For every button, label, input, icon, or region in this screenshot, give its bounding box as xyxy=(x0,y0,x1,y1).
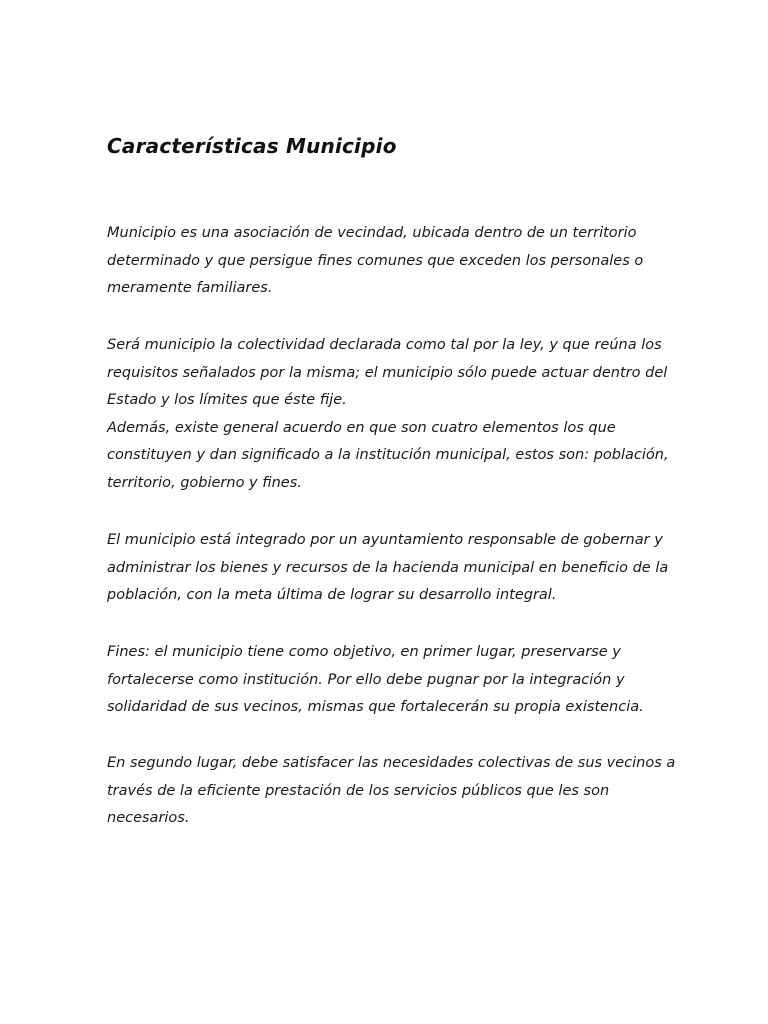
text-line: Además, existe general acuerdo en que son cuatro elementos los que xyxy=(107,419,616,436)
text-line: necesarios. xyxy=(107,810,190,826)
text-line: territorio, gobierno y fines. xyxy=(107,474,302,491)
paragraph-fines xyxy=(107,639,667,722)
paragraph-elements xyxy=(107,332,667,497)
text-line: Será municipio la colectividad declarada como tal por la ley, y que reúna los xyxy=(107,337,662,353)
text-line: El municipio está integrado por un ayuntamiento responsable de gobernar y xyxy=(107,532,663,548)
paragraph-ayuntamiento xyxy=(107,527,667,610)
text-line: determinado y que persigue fines comunes que exceden los personales o xyxy=(107,252,644,269)
text-line: Fines: el municipio tiene como objetivo, en primer lugar, preservarse y xyxy=(107,644,621,660)
text-line: población, con la meta última de lograr su desarrollo integral. xyxy=(107,587,557,603)
text-line: través de la eficiente prestación de los servicios públicos que les son xyxy=(107,782,610,799)
text-line: Municipio es una asociación de vecindad, ubicada dentro de un territorio xyxy=(107,225,637,241)
document-title: Características Municipio xyxy=(107,134,397,158)
text-line: administrar los bienes y recursos de la hacienda municipal en beneficio de la xyxy=(107,559,669,576)
paragraph-servicios xyxy=(107,750,676,833)
text-line: requisitos señalados por la misma; el municipio sólo puede actuar dentro del xyxy=(107,364,668,381)
text-line: solidaridad de sus vecinos, mismas que fortalecerán su propia existencia. xyxy=(107,699,644,715)
text-line: fortalecerse como institución. Por ello debe pugnar por la integración y xyxy=(107,671,625,688)
text-line: constituyen y dan significado a la institución municipal, estos son: población, xyxy=(107,447,669,463)
text-line: En segundo lugar, debe satisfacer las necesidades colectivas de sus vecinos a xyxy=(107,755,676,771)
paragraph-definition xyxy=(107,220,667,303)
text-line: Estado y los límites que éste fije. xyxy=(107,392,347,408)
text-line: meramente familiares. xyxy=(107,280,273,296)
